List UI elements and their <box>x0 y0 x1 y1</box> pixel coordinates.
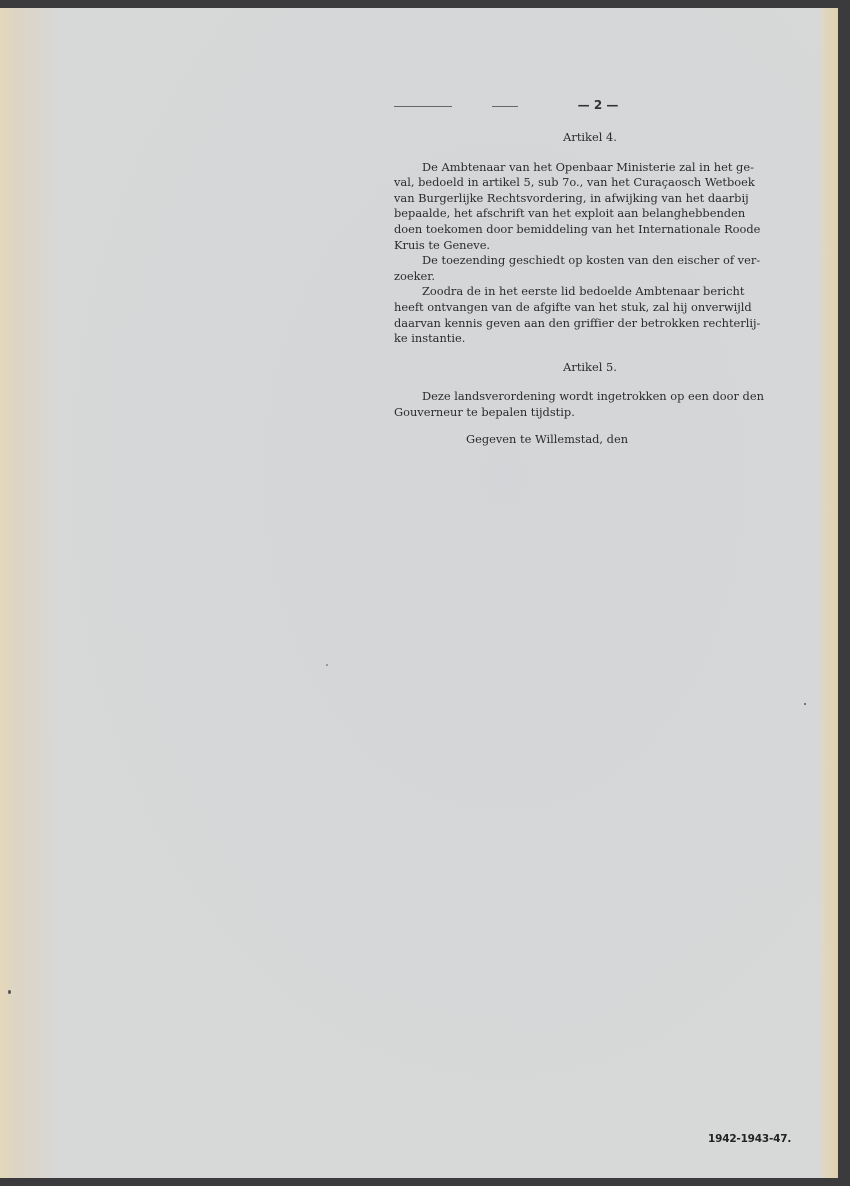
page-number: — 2 — <box>577 98 619 112</box>
text-line: van Burgerlijke Rechtsvordering, in afwijking van het daarbij <box>394 190 749 205</box>
text-line: daarvan kennis geven aan den griffier der betrokken rechterlij- <box>394 315 761 330</box>
paper-edge <box>818 8 840 1180</box>
text-line: heeft ontvangen van de afgifte van het stuk, zal hij onverwijld <box>394 299 752 314</box>
scan-frame-bottom <box>0 1178 850 1186</box>
text-line: De Ambtenaar van het Openbaar Ministerie zal in het ge- <box>422 159 754 174</box>
text-line: zoeker. <box>394 268 436 283</box>
text-line: val, bedoeld in artikel 5, sub 7o., van het Curaçaosch Wetboek <box>394 175 755 190</box>
artikel-4-heading: Artikel 4. <box>563 130 617 144</box>
document-body <box>394 96 786 447</box>
artikel-5-paragraph-1 <box>394 389 786 420</box>
scan-frame-right <box>838 0 850 1186</box>
text-line: doen toekomen door bemiddeling van het Internationale Roode <box>394 221 761 236</box>
artikel-5-heading: Artikel 5. <box>563 359 617 374</box>
text-line: Deze landsverordening wordt ingetrokken op een door den <box>422 389 764 404</box>
text-line: Zoodra de in het eerste lid bedoelde Ambtenaar bericht <box>422 284 745 299</box>
paper-speck <box>8 990 11 994</box>
text-line: ke instantie. <box>394 331 466 346</box>
paper-speck <box>804 703 806 705</box>
text-line: Gouverneur te bepalen tijdstip. <box>394 404 575 419</box>
text-line: Kruis te Geneve. <box>394 237 491 252</box>
text-line: De toezending geschiedt op kosten van den eischer of ver- <box>422 253 761 268</box>
artikel-4-paragraph-2 <box>394 253 786 284</box>
document-reference-code: 1942-1943-47. <box>708 1133 792 1145</box>
closing-line: Gegeven te Willemstad, den <box>466 431 629 446</box>
artikel-4-paragraph-1 <box>394 160 786 254</box>
artikel-4-paragraph-3 <box>394 284 786 346</box>
paper-speck <box>326 664 328 666</box>
text-line: bepaalde, het afschrift van het exploit aan belanghebbenden <box>394 206 746 221</box>
